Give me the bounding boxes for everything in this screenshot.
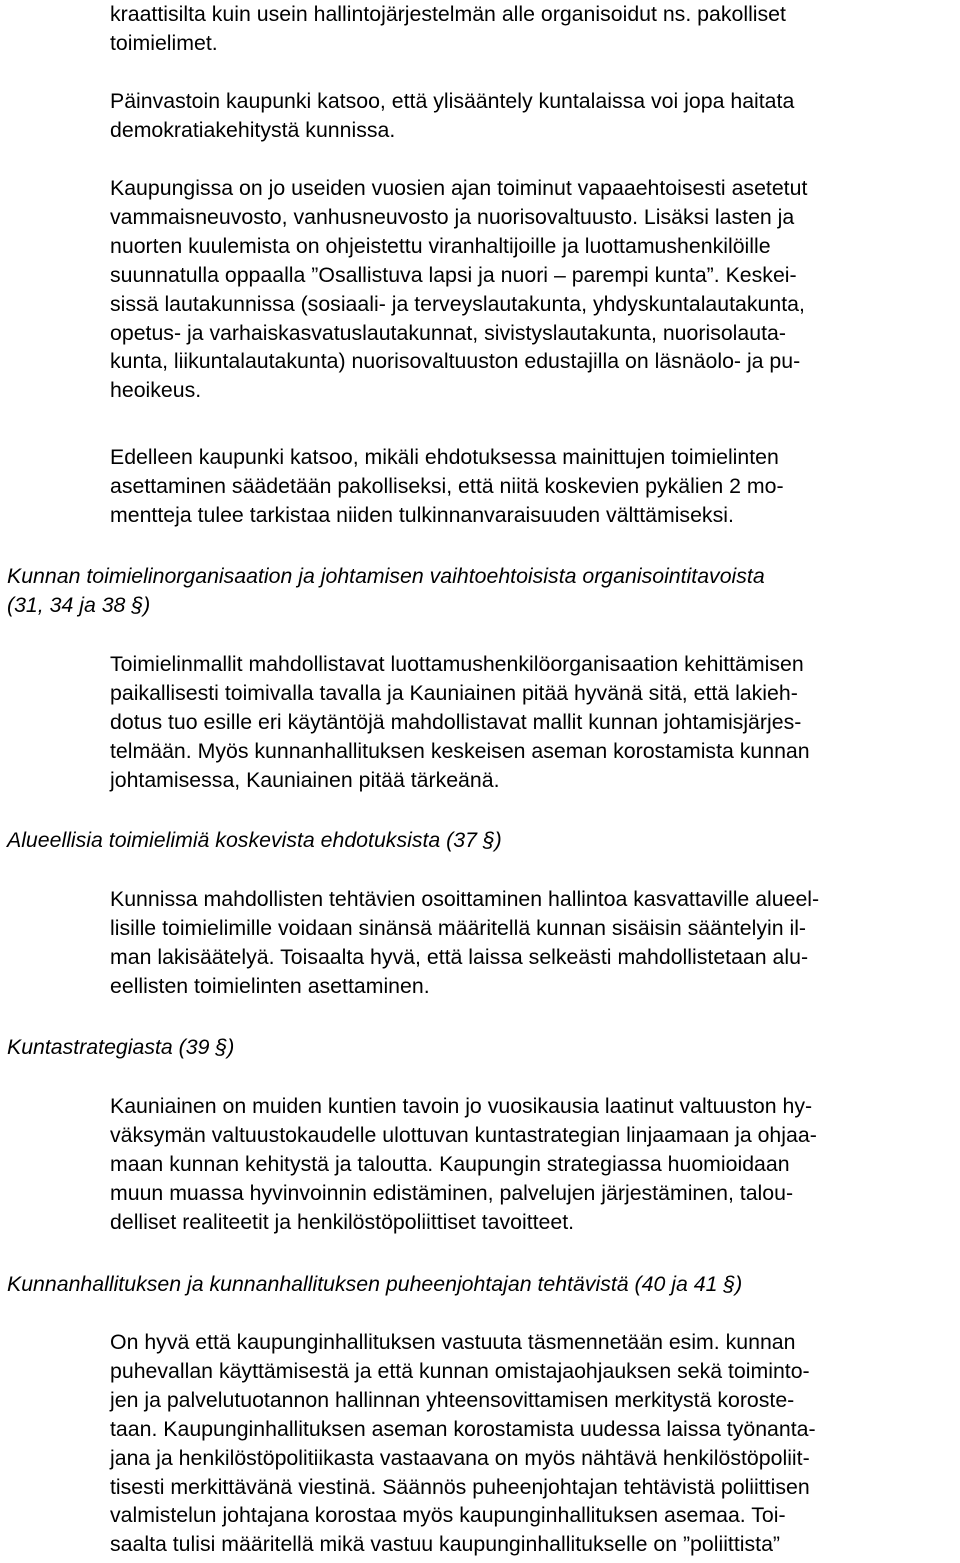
text-line: puhevallan käyttämisestä ja että kunnan omistajaohjauksen sekä toiminto- — [110, 1358, 810, 1383]
section-heading-alueelliset-toimielimet — [7, 826, 957, 855]
text-line: taan. Kaupunginhallituksen aseman korostamista uudessa laissa työnanta- — [110, 1416, 816, 1441]
section-heading-kuntastrategia — [7, 1033, 957, 1062]
text-line: Edelleen kaupunki katsoo, mikäli ehdotuksessa mainittujen toimielinten — [110, 445, 779, 469]
text-line: (31, 34 ja 38 §) — [7, 592, 151, 617]
paragraph-alueelliset-toimielimet — [110, 885, 960, 1001]
text-line: Toimielinmallit mahdollistavat luottamushenkilöorganisaation kehittämisen — [110, 652, 804, 676]
paragraph-ylisaantely — [110, 87, 960, 145]
text-line: jana ja henkilöstöpolitiikasta vastaavana on myös nähtävä henkilöstöpoliit- — [110, 1445, 810, 1470]
text-line: johtamisessa, Kauniainen pitää tärkeänä. — [110, 767, 500, 792]
text-line: asettaminen säädetään pakolliseksi, että niitä koskevien pykälien 2 mo- — [110, 473, 784, 498]
text-line: kunta, liikuntalautakunta) nuorisovaltuuston edustajilla on läsnäolo- ja pu- — [110, 349, 801, 374]
paragraph-toimielinmallit — [110, 650, 960, 795]
text-line: lisille toimielimille voidaan sinänsä määritellä kunnan sisäisin sääntelyin il- — [110, 915, 807, 940]
paragraph-pakolliset-toimielimet — [110, 443, 960, 530]
paragraph-kuntastrategia — [110, 1092, 960, 1237]
text-line: On hyvä että kaupunginhallituksen vastuuta täsmennetään esim. kunnan — [110, 1330, 796, 1354]
text-line: Kunnan toimielinorganisaation ja johtamisen vaihtoehtoisista organisointitavoista — [7, 564, 765, 588]
text-line: Kunnanhallituksen ja kunnanhallituksen puheenjohtajan tehtävistä (40 ja 41 §) — [7, 1272, 743, 1296]
section-heading-toimielinorganisaatio — [7, 562, 957, 620]
paragraph-neuvostot — [110, 174, 960, 405]
text-line: delliset realiteetit ja henkilöstöpoliittiset tavoitteet. — [110, 1209, 575, 1234]
text-line: saalta tulisi määritellä mikä vastuu kaupunginhallitukselle on ”poliittista” — [110, 1532, 780, 1557]
text-line: valmistelun johtajana korostaa myös kaupunginhallituksen asemaa. Toi- — [110, 1503, 786, 1528]
text-line: man lakisäätelyä. Toisaalta hyvä, että laissa selkeästi mahdollistetaan alu- — [110, 944, 809, 969]
text-line: nuorten kuulemista on ohjeistettu viranhaltijoille ja luottamushenkilöille — [110, 233, 771, 258]
section-heading-kunnanhallitus — [7, 1270, 957, 1299]
text-line: muun muassa hyvinvoinnin edistäminen, palvelujen järjestäminen, talou- — [110, 1180, 794, 1205]
text-line: Kunnissa mahdollisten tehtävien osoittaminen hallintoa kasvattaville alueel- — [110, 887, 820, 911]
text-line: paikallisesti toimivalla tavalla ja Kauniainen pitää hyvänä sitä, että lakieh- — [110, 680, 798, 705]
paragraph-kunnanhallitus — [110, 1328, 960, 1559]
text-line: opetus- ja varhaiskasvatuslautakunnat, sivistyslautakunta, nuorisolauta- — [110, 320, 786, 345]
text-line: telmään. Myös kunnanhallituksen keskeisen aseman korostamista kunnan — [110, 738, 810, 763]
text-line: sissä lautakunnissa (sosiaali- ja terveyslautakunta, yhdyskuntalautakunta, — [110, 291, 805, 316]
paragraph-toimielimet — [110, 0, 960, 58]
text-line: dotus tuo esille eri käytäntöjä mahdollistavat mallit kunnan johtamisjärjes- — [110, 709, 802, 734]
text-line: Alueellisia toimielimiä koskevista ehdotuksista (37 §) — [7, 828, 502, 852]
text-line: jen ja palvelutuotannon hallinnan yhteensovittamisen merkitystä koroste- — [110, 1387, 795, 1412]
text-line: Kuntastrategiasta (39 §) — [7, 1035, 235, 1059]
text-line: maan kunnan kehitystä ja taloutta. Kaupungin strategiassa huomioidaan — [110, 1151, 790, 1176]
text-line: väksymän valtuustokaudelle ulottuvan kuntastrategian linjaamaan ja ohjaa- — [110, 1122, 817, 1147]
text-line: Kauniainen on muiden kuntien tavoin jo vuosikausia laatinut valtuuston hy- — [110, 1094, 813, 1118]
text-line: vammaisneuvosto, vanhusneuvosto ja nuorisovaltuusto. Lisäksi lasten ja — [110, 204, 795, 229]
text-line: toimielimet. — [110, 30, 218, 55]
text-line: Päinvastoin kaupunki katsoo, että ylisääntely kuntalaissa voi jopa haitata — [110, 89, 795, 113]
text-line: kraattisilta kuin usein hallintojärjestelmän alle organisoidut ns. pakolliset — [110, 2, 786, 26]
text-line: Kaupungissa on jo useiden vuosien ajan toiminut vapaaehtoisesti asetetut — [110, 176, 808, 200]
text-line: demokratiakehitystä kunnissa. — [110, 117, 396, 142]
text-line: eellisten toimielinten asettaminen. — [110, 973, 430, 998]
text-line: mentteja tulee tarkistaa niiden tulkinnanvaraisuuden välttämiseksi. — [110, 502, 734, 527]
text-line: heoikeus. — [110, 378, 202, 403]
text-line: suunnatulla oppaalla ”Osallistuva lapsi ja nuori – parempi kunta”. Keskei- — [110, 262, 797, 287]
text-line: tisesti merkittävänä viestinä. Säännös puheenjohtajan tehtävistä poliittisen — [110, 1474, 810, 1499]
